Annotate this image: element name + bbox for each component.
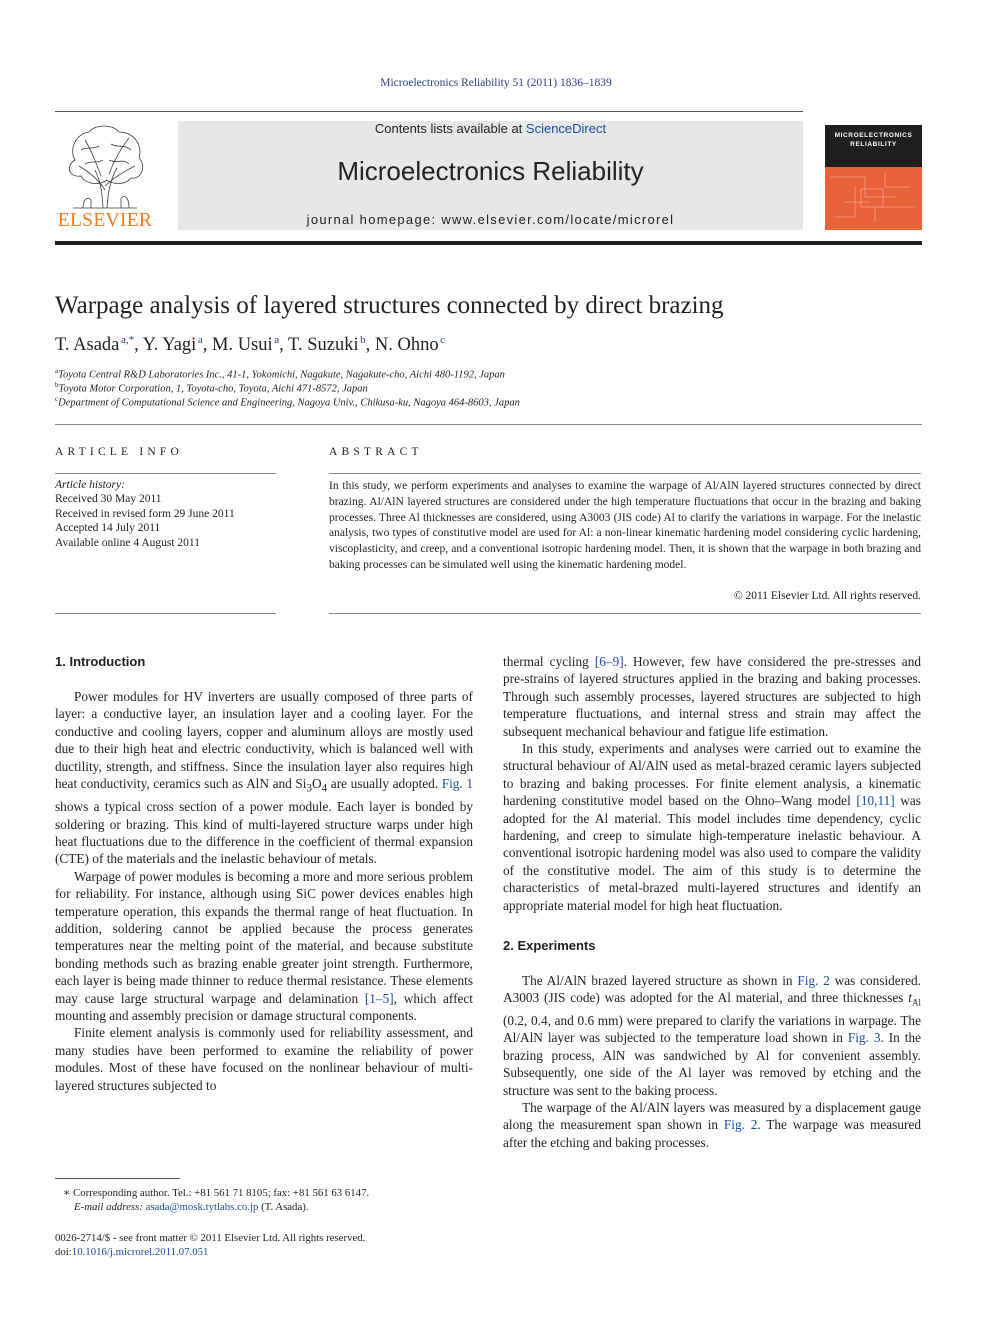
contents-prefix: Contents lists available at — [374, 121, 526, 136]
doi-prefix: doi: — [55, 1246, 72, 1258]
article-info-heading: ARTICLE INFO — [55, 446, 183, 458]
homepage-prefix: journal homepage: — [306, 212, 442, 227]
text-run: are usually adopted. — [327, 776, 442, 792]
article-info-rule — [55, 613, 276, 614]
figure-link[interactable]: Fig. 2 — [797, 972, 830, 988]
affiliation-text: Toyota Motor Corporation, 1, Toyota-cho, Toyota, Aichi 471-8572, Japan — [58, 383, 368, 395]
author-sup[interactable]: b — [360, 334, 366, 346]
email-link[interactable]: asada@mosk.tytlabs.co.jp — [145, 1201, 259, 1213]
text-run: . The warpage was measured after the etching and baking processes. — [503, 1117, 921, 1150]
text-run: (0.2, 0.4, and 0.6 mm) were prepared to clarify the variations in warpage. The Al/AlN layer was subjected to the temperature load shown in — [503, 1012, 921, 1046]
affiliation — [55, 367, 505, 381]
doi-line — [55, 1245, 208, 1260]
reference-link[interactable]: [1–5] — [364, 990, 394, 1006]
text-run: . However, few have considered the pre-stresses and pre-strains of layered structures applied in the brazing and baking processes. Through such assembly processes, layered structures are subjected to high temperature fluctuations, and internal stress and strain may affect the subsequent mechanical behaviour and fatigue life estimation. — [503, 654, 921, 739]
left-column — [55, 688, 473, 1094]
section-rule — [55, 424, 922, 425]
author-sup[interactable]: a,* — [120, 334, 135, 346]
email-suffix: (T. Asada). — [258, 1201, 309, 1213]
affiliation-marker: a — [55, 367, 59, 375]
abstract-rule — [329, 613, 921, 614]
cover-title-line2: RELIABILITY — [850, 141, 897, 148]
footnote-text: Corresponding author. Tel.: +81 561 71 8105; fax: +81 561 63 6147. — [73, 1187, 370, 1199]
abstract-rule — [329, 473, 921, 474]
paragraph — [55, 688, 473, 868]
paragraph — [503, 740, 921, 914]
header-thick-rule — [55, 241, 922, 245]
text-run: In this study, experiments and analyses were carried out to examine the structural behaviour of Al/AlN used as metal-brazed ceramic layers subjected to brazing and baking processes. For finite element analysis, a kinematic hardening constitutive model based on the Ohno–Wang model — [503, 741, 921, 809]
article-info-rule — [55, 473, 276, 474]
subscript: 3 — [306, 782, 313, 795]
article-title: Warpage analysis of layered structures connected by direct brazing — [55, 292, 724, 319]
author-list: T. Asada $^{a,*}$, Y. Yagi $^a$, M. Usui $^a$, T. Suzuki $^b$, N. Ohno $^c$ — [55, 334, 446, 356]
author-name: T. Suzuki — [288, 335, 359, 356]
author-sup[interactable]: a — [197, 334, 203, 346]
right-column — [503, 653, 921, 1151]
author-sup[interactable]: c — [440, 334, 446, 346]
journal-citation[interactable]: Microelectronics Reliability 51 (2011) 1836–1839 — [380, 77, 612, 89]
sciencedirect-link[interactable]: ScienceDirect — [525, 121, 607, 136]
paragraph — [55, 868, 473, 1025]
history-item: Accepted 14 July 2011 — [55, 522, 161, 534]
text-run: was considered. A3003 (JIS code) was adopted for the Al material, and three thicknesses — [503, 972, 921, 1005]
email-label: E-mail address: — [74, 1201, 146, 1213]
variable: t — [908, 989, 912, 1005]
text-run: Power modules for HV inverters are usually composed of three parts of layer: a conductive layer, an insulation layer and a cooling layer. For the conductive and cooling layers, copper and aluminum alloys are mostly used due to their high heat and electric conductivity, which is balanced well with ductility, strength, and stiffness. Since the insulation layer also requires high heat conductivity, ceramics such as AlN and Si — [55, 689, 473, 792]
author-name: Y. Yagi — [142, 335, 197, 356]
affiliation-text: Department of Computational Science and Engineering, Nagoya Univ., Chikusa-ku, Nagoya 464-8603, Japan — [58, 397, 520, 409]
history-item: Available online 4 August 2011 — [55, 537, 201, 549]
cover-title — [825, 131, 922, 149]
subscript: Al — [912, 997, 921, 1008]
text-run: thermal cycling — [503, 654, 595, 669]
author-name: T. Asada — [55, 335, 120, 356]
affiliation — [55, 395, 520, 409]
footnote-rule — [55, 1178, 180, 1179]
cover-top-strip — [825, 111, 922, 125]
figure-link[interactable]: Fig. 3 — [847, 1030, 881, 1046]
subscript: 4 — [321, 782, 328, 795]
cover-circuit-graphic — [825, 167, 922, 230]
contents-line — [178, 121, 803, 136]
history-label: Article history: — [55, 479, 125, 491]
journal-homepage — [178, 212, 803, 227]
figure-link[interactable]: Fig. 1 — [441, 776, 474, 792]
affiliation — [55, 381, 368, 395]
email-note — [74, 1200, 309, 1215]
text-run: . In the brazing process, AlN was sandwiched by Al for convenient assembly. Subsequently, one side of the Al layer was removed by etching and the structure was sent to the baking process. — [503, 1030, 921, 1098]
affiliation-text: Toyota Central R&D Laboratories Inc., 41-1, Yokomichi, Nagakute, Nagakute-cho, Aichi 480-1192, Japan — [58, 369, 505, 381]
text-run: , which affect mounting and assembly precision or damage structural components. — [55, 990, 474, 1023]
doi-link[interactable]: 10.1016/j.microrel.2011.07.051 — [71, 1246, 209, 1258]
reference-link[interactable]: [10,11] — [856, 793, 895, 809]
author-name: M. Usui — [212, 335, 273, 356]
paragraph — [503, 972, 921, 1100]
section-heading-experiments: 2. Experiments — [503, 938, 596, 954]
text-run: O — [312, 776, 322, 792]
text-run: The Al/AlN brazed layered structure as shown in — [522, 972, 798, 988]
text-run: Warpage of power modules is becoming a more and more serious problem for reliability. For instance, although using SiC power devices enables high temperature operation, this expands the thermal range of heat fluctuation. In addition, soldering cannot be applied because the process generates temperatures near the melting point of the material, and because substitute bonding methods such as brazing enable greater joint strength. Furthermore, each layer is being made thinner to reduce thermal resistance. These elements may cause large structural warpage and delamination — [55, 868, 473, 1006]
header-rule — [55, 111, 803, 112]
journal-cover-thumbnail[interactable] — [825, 111, 922, 230]
asterisk-marker: ∗ — [63, 1187, 74, 1199]
history-item: Received in revised form 29 June 2011 — [55, 508, 235, 520]
history-item: Received 30 May 2011 — [55, 493, 162, 505]
reference-link[interactable]: [6–9] — [594, 654, 624, 669]
paragraph — [503, 653, 921, 740]
homepage-link[interactable]: www.elsevier.com/locate/microrel — [441, 212, 675, 227]
author-sup[interactable]: a — [274, 334, 280, 346]
affiliation-marker: c — [55, 395, 59, 403]
paragraph: Finite element analysis is commonly used for reliability assessment, and many studies have been performed to examine the reliability of power modules. Most of these have focused on the nonlinear behaviour of multi-layered structures subjected to — [55, 1025, 473, 1093]
journal-title: Microelectronics Reliability — [337, 156, 644, 186]
figure-link[interactable]: Fig. 2 — [723, 1117, 758, 1133]
text-run: was adopted for the Al material. This model includes time dependency, cyclic hardening, and creep to simulate high-temperature inelastic behaviour. A conventional isotropic hardening model was also used to compare the validity of the constitutive model. The aim of this study is to determine the characteristics of metal-brazed multi-layered structures and identify an appropriate material model for high heat fluctuation. — [503, 793, 921, 913]
cover-title-line1: MICROELECTRONICS — [834, 132, 913, 139]
section-heading-introduction: 1. Introduction — [55, 654, 146, 669]
abstract-heading: ABSTRACT — [329, 446, 423, 458]
elsevier-logo-text: ELSEVIER — [57, 210, 153, 231]
paragraph — [503, 1099, 921, 1151]
issn-line: 0026-2714/$ - see front matter © 2011 Elsevier Ltd. All rights reserved. — [55, 1232, 366, 1244]
abstract-text: In this study, we perform experiments and analyses to examine the warpage of Al/AlN layered structures connected by direct brazing. Al/AlN layered structures are considered under the high temperature fluctuations that occur in the brazing and baking processes. Three Al thicknesses are considered, using A3003 (JIS code) Al to clarify the variations in warpage. For the inelastic analysis, two types of constitutive model are used for Al: a non-linear kinematic hardening model considering cyclic hardening, viscoplasticity, and creep, and a conventional isotropic hardening model. Then, it is shown that the warpage in both brazing and baking processes can be simulated well using the kinematic hardening model. — [329, 480, 921, 571]
affiliation-marker: b — [55, 381, 59, 389]
corresponding-author-note — [55, 1186, 369, 1201]
author-name: N. Ohno — [374, 335, 439, 356]
abstract-copyright: © 2011 Elsevier Ltd. All rights reserved. — [733, 590, 921, 602]
text-run: shows a typical cross section of a power module. Each layer is bonded by soldering or brazing. This kind of multi-layered structure warps under high heat fluctuations due to the difference in the coefficient of thermal expansion (CTE) of the materials and the inelastic behaviour of metals. — [55, 799, 473, 867]
text-run: The warpage of the Al/AlN layers was measured by a displacement gauge along the measurement span shown in — [503, 1100, 921, 1133]
